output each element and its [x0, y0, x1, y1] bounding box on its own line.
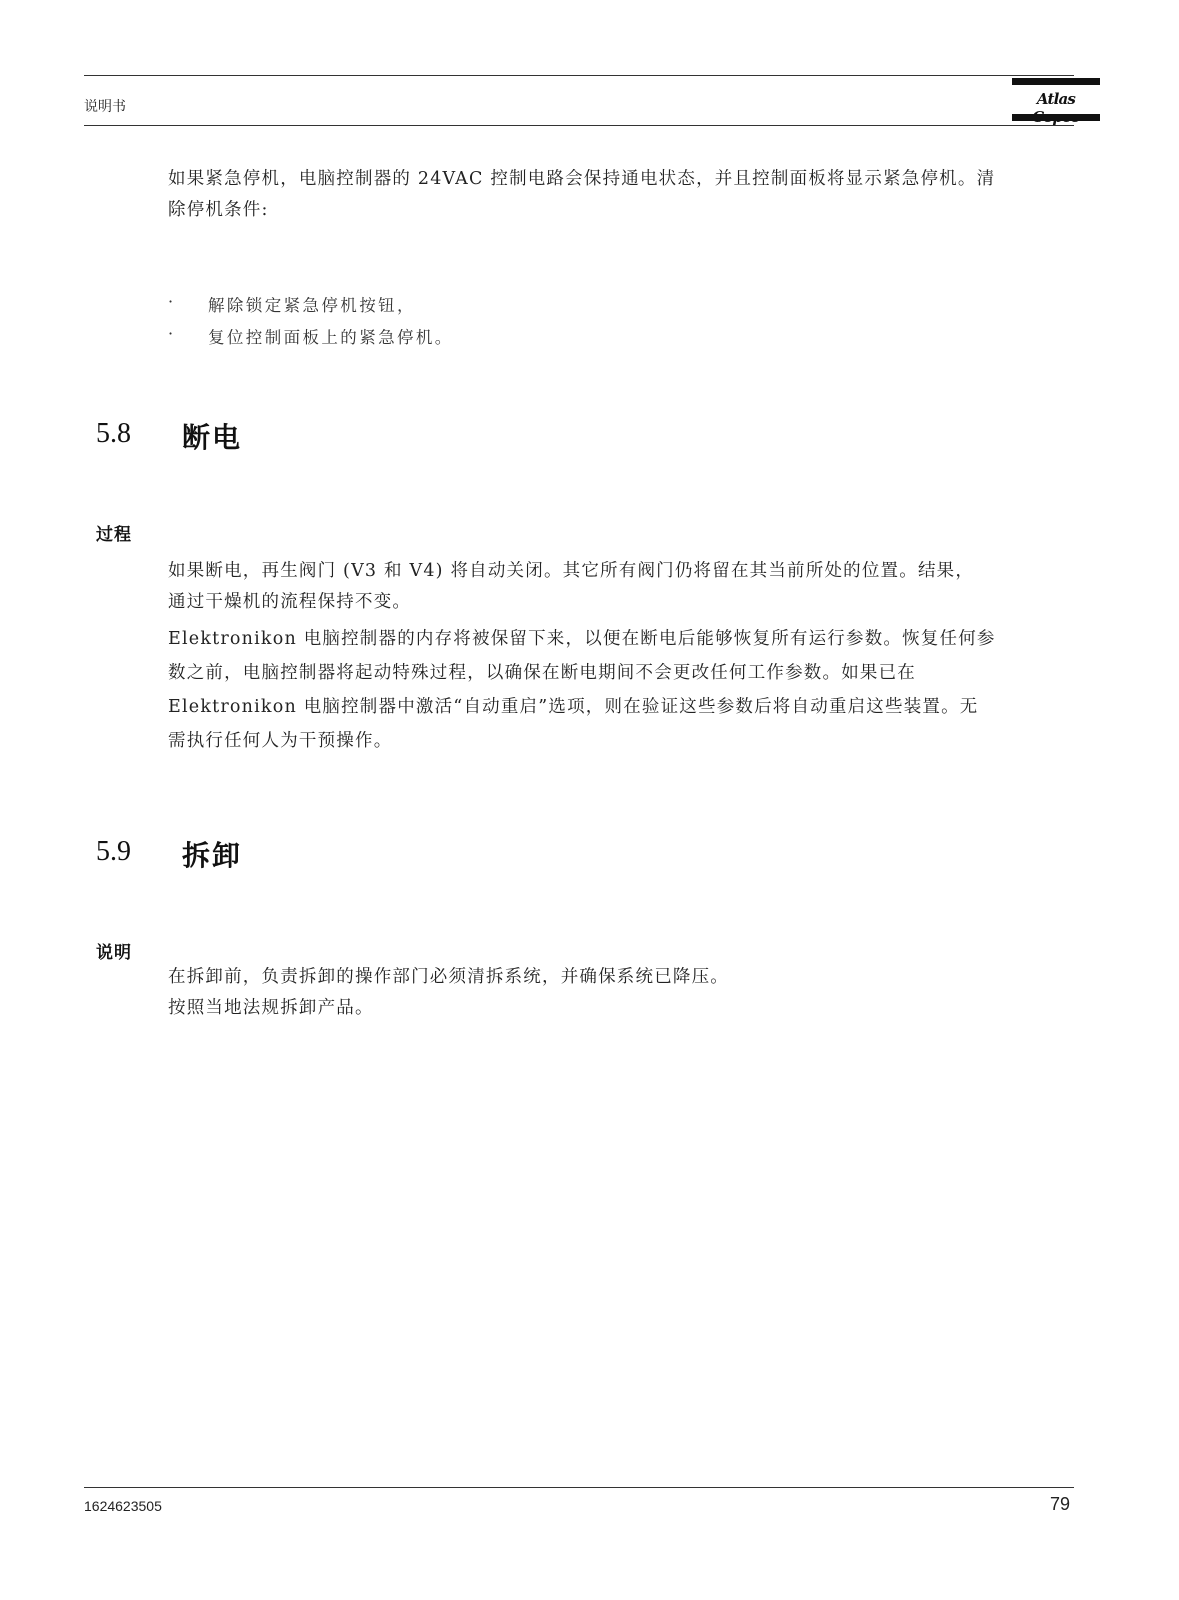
page-number: 79 — [1050, 1494, 1071, 1514]
logo-bottom-bar — [1012, 114, 1100, 121]
list-item — [168, 290, 868, 322]
intro-bullet-list — [168, 290, 868, 354]
intro-line: 如果紧急停机，电脑控制器的 24VAC 控制电路会保持通电状态，并且控制面板将显示紧急停机。清 — [168, 169, 996, 189]
header-bottom-rule — [84, 125, 1074, 126]
paragraph-line: Elektronikon 电脑控制器的内存将被保留下来，以便在断电后能够恢复所有运行参数。恢复任何参 — [168, 629, 996, 649]
footer-rule — [84, 1487, 1074, 1488]
atlas-copco-logo — [1012, 78, 1100, 126]
section-title: 拆卸 — [182, 839, 243, 872]
dismantling-paragraph — [168, 962, 1068, 1024]
intro-paragraph — [168, 164, 1068, 226]
bullet-text: 解除锁定紧急停机按钮， — [208, 296, 416, 315]
section-number: 5.9 — [96, 836, 131, 867]
header-title: 说明书 — [84, 99, 126, 115]
intro-line: 除停机条件: — [168, 200, 269, 220]
header-top-rule — [84, 75, 1074, 76]
subheading-description: 说明 — [96, 943, 132, 963]
document-number: 1624623505 — [84, 1498, 162, 1514]
paragraph-line: 通过干燥机的流程保持不变。 — [168, 592, 412, 612]
paragraph-line: 需执行任何人为干预操作。 — [168, 731, 393, 751]
logo-top-bar — [1012, 78, 1100, 85]
paragraph-line: Elektronikon 电脑控制器中激活“自动重启”选项，则在验证这些参数后将自动重启这些装置。无 — [168, 697, 979, 717]
subheading-procedure: 过程 — [96, 525, 132, 545]
bullet-dot: · — [168, 324, 174, 343]
paragraph-line: 如果断电，再生阀门 (V3 和 V4) 将自动关闭。其它所有阀门仍将留在其当前所处的位置。结果， — [168, 561, 975, 581]
section-number: 5.8 — [96, 418, 131, 449]
bullet-text: 复位控制面板上的紧急停机。 — [208, 328, 454, 347]
logo-text: Atlas — [1036, 90, 1076, 108]
section-title: 断电 — [182, 421, 243, 454]
paragraph-line: 数之前，电脑控制器将起动特殊过程，以确保在断电期间不会更改任何工作参数。如果已在 — [168, 663, 916, 683]
paragraph-line: 在拆卸前，负责拆卸的操作部门必须清拆系统，并确保系统已降压。 — [168, 967, 729, 987]
list-item — [168, 322, 868, 354]
paragraph-line: 按照当地法规拆卸产品。 — [168, 998, 374, 1018]
bullet-dot: · — [168, 292, 174, 311]
power-failure-paragraph — [168, 556, 1078, 757]
